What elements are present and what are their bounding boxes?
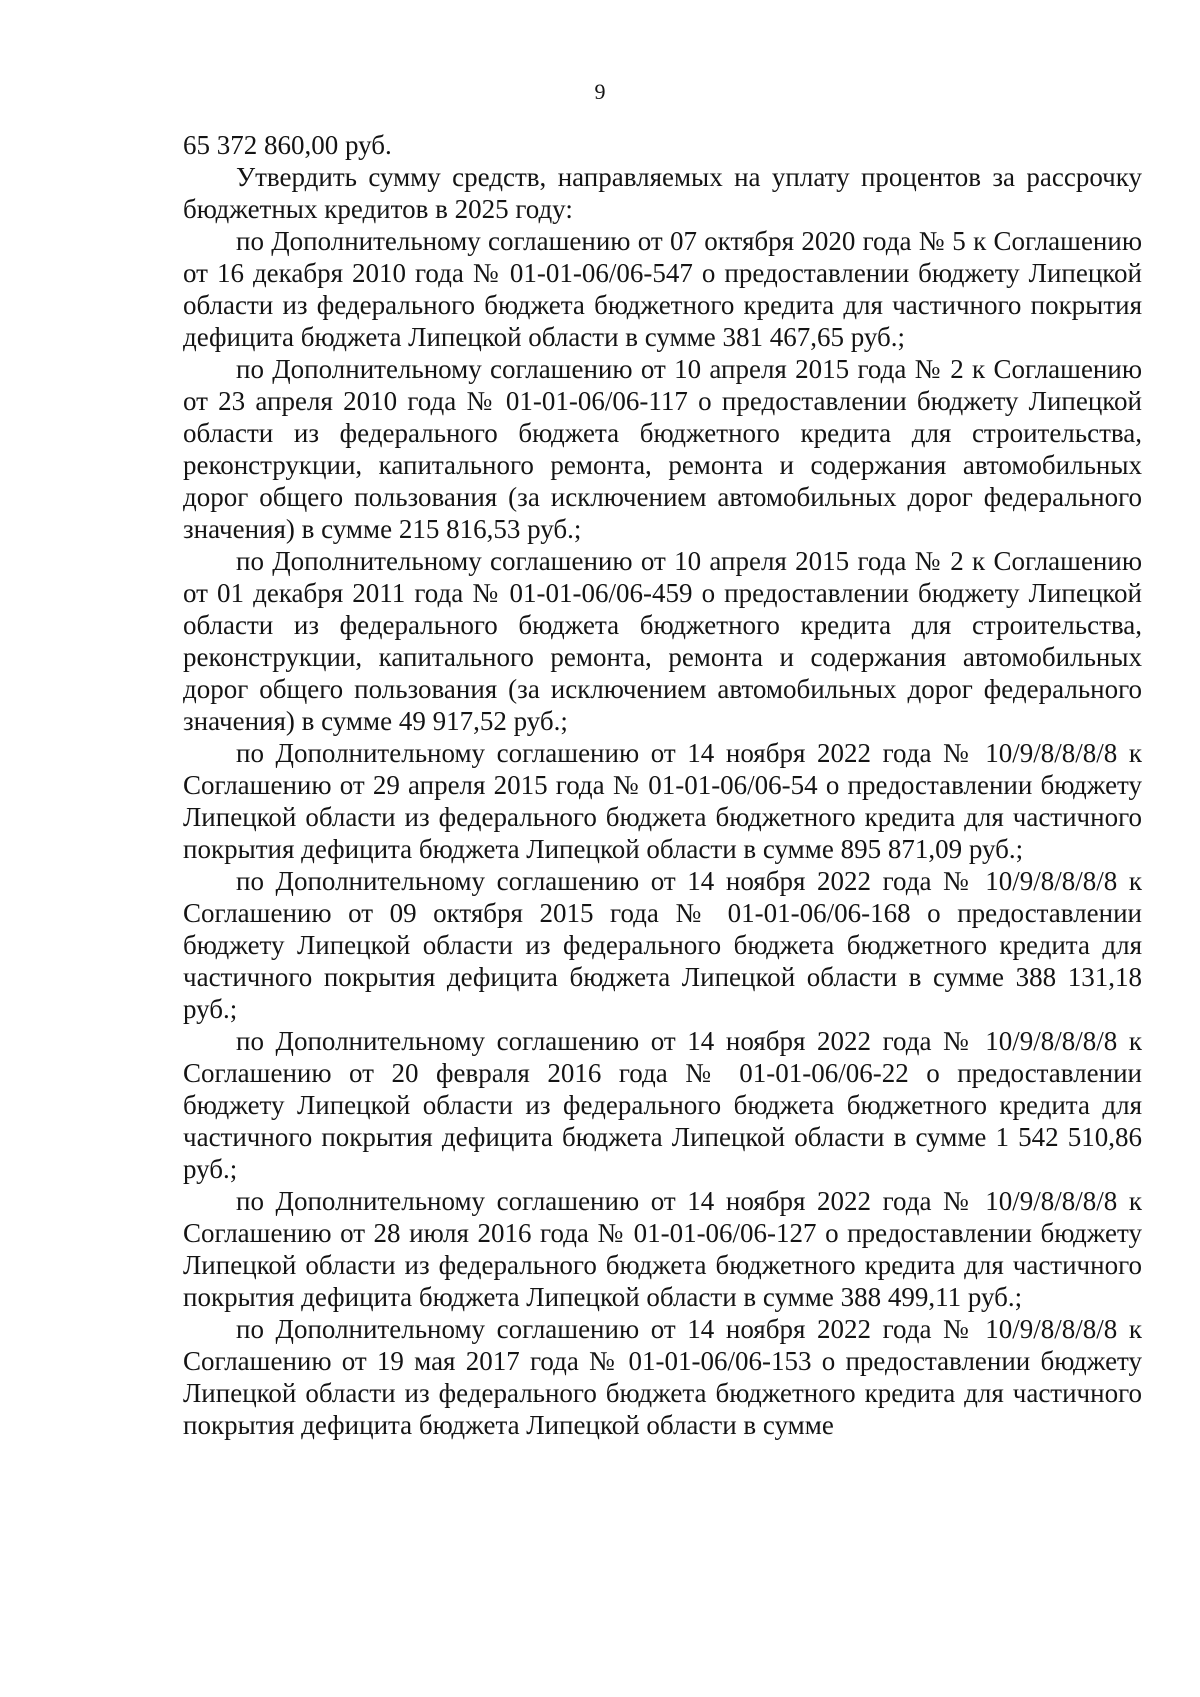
paragraph-agreement-2016-22: по Дополнительному соглашению от 14 ноября 2022 года № 10/9/8/8/8/8 к Соглашению от 20 февраля 2016 года № 01-01-06/06-22 о предоставлении бюджету Липецкой области из федерального бюджета бюджетного кредита для частичного покрытия дефицита бюджета Липецкой области в сумме 1 542 510,86 руб.; <box>183 1026 1142 1184</box>
paragraph-agreement-2010-117: по Дополнительному соглашению от 10 апреля 2015 года № 2 к Соглашению от 23 апреля 2010 года № 01-01-06/06-117 о предоставлении бюджету Липецкой области из федерального бюджета бюджетного кредита для строительства, реконструкции, капитального ремонта, ремонта и содержания автомобильных дорог общего пользования (за исключением автомобильных дорог федерального значения) в сумме 215 816,53 руб.; <box>183 354 1142 544</box>
paragraph-approve-interest: Утвердить сумму средств, направляемых на уплату процентов за рассрочку бюджетных кредитов в 2025 году: <box>183 162 1142 224</box>
paragraph-agreement-2015-54: по Дополнительному соглашению от 14 ноября 2022 года № 10/9/8/8/8/8 к Соглашению от 29 апреля 2015 года № 01-01-06/06-54 о предоставлении бюджету Липецкой области из федерального бюджета бюджетного кредита для частичного покрытия дефицита бюджета Липецкой области в сумме 895 871,09 руб.; <box>183 738 1142 864</box>
page-number: 9 <box>594 79 606 104</box>
paragraph-agreement-2017-153: по Дополнительному соглашению от 14 ноября 2022 года № 10/9/8/8/8/8 к Соглашению от 19 мая 2017 года № 01-01-06/06-153 о предоставлении бюджету Липецкой области из федерального бюджета бюджетного кредита для частичного покрытия дефицита бюджета Липецкой области в сумме <box>183 1314 1142 1440</box>
paragraph-agreement-2015-168: по Дополнительному соглашению от 14 ноября 2022 года № 10/9/8/8/8/8 к Соглашению от 09 октября 2015 года № 01-01-06/06-168 о предоставлении бюджету Липецкой области из федерального бюджета бюджетного кредита для частичного покрытия дефицита бюджета Липецкой области в сумме 388 131,18 руб.; <box>183 866 1142 1024</box>
document-body <box>183 129 1142 1441</box>
paragraph-agreement-2010-547: по Дополнительному соглашению от 07 октября 2020 года № 5 к Соглашению от 16 декабря 2010 года № 01-01-06/06-547 о предоставлении бюджету Липецкой области из федерального бюджета бюджетного кредита для частичного покрытия дефицита бюджета Липецкой области в сумме 381 467,65 руб.; <box>183 226 1142 352</box>
paragraph-agreement-2016-127: по Дополнительному соглашению от 14 ноября 2022 года № 10/9/8/8/8/8 к Соглашению от 28 июля 2016 года № 01-01-06/06-127 о предоставлении бюджету Липецкой области из федерального бюджета бюджетного кредита для частичного покрытия дефицита бюджета Липецкой области в сумме 388 499,11 руб.; <box>183 1186 1142 1312</box>
paragraph-amount-carryover: 65 372 860,00 руб. <box>183 130 392 160</box>
paragraph-agreement-2011-459: по Дополнительному соглашению от 10 апреля 2015 года № 2 к Соглашению от 01 декабря 2011 года № 01-01-06/06-459 о предоставлении бюджету Липецкой области из федерального бюджета бюджетного кредита для строительства, реконструкции, капитального ремонта, ремонта и содержания автомобильных дорог общего пользования (за исключением автомобильных дорог федерального значения) в сумме 49 917,52 руб.; <box>183 546 1142 736</box>
